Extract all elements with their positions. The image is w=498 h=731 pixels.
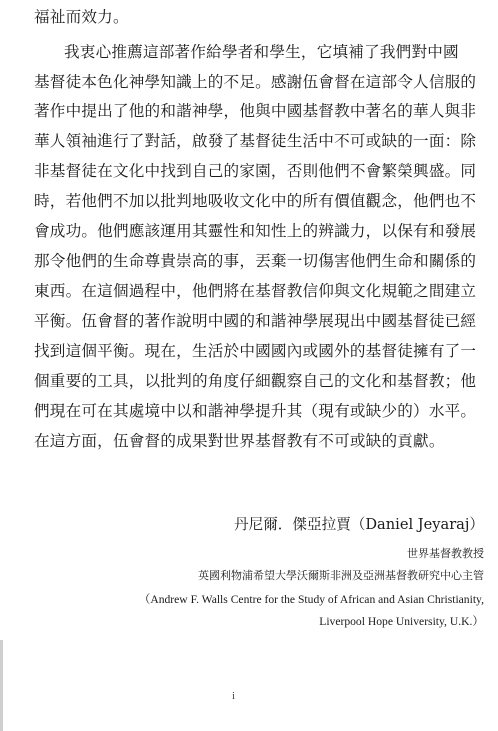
signature-affiliation: （Andrew F. Walls Centre for the Study of African and Asian Christianity, <box>138 593 484 606</box>
signature-affiliation-2: Liverpool Hope University, U.K.） <box>319 615 484 628</box>
body-line: 們現在可在其處境中以和諧神學提升其（現有或缺少的）水平。 <box>34 402 477 420</box>
signature-name: 丹尼爾．傑亞拉賈（Daniel Jeyaraj） <box>234 516 484 533</box>
body-line: 時，若他們不加以批判地吸收文化中的所有價值觀念，他們也不 <box>34 192 477 210</box>
body-line: 平衡。伍會督的著作說明中國的和諧神學展現出中國基督徒已經 <box>34 312 477 330</box>
body-line: 個重要的工具，以批判的角度仔細觀察自己的文化和基督教；他 <box>34 372 477 390</box>
signature-position: 英國利物浦希望大學沃爾斯非洲及亞洲基督教研究中心主管 <box>198 569 484 582</box>
body-line: 著作中提出了他的和諧神學，他與中國基督教中著名的華人與非 <box>34 102 477 120</box>
body-line: 華人領袖進行了對話，啟發了基督徒生活中不可或缺的一面：除 <box>34 132 477 150</box>
body-line: 會成功。他們應該運用其靈性和知性上的辨識力，以保有和發展 <box>34 222 477 240</box>
body-line: 那令他們的生命尊貴崇高的事，丟棄一切傷害他們生命和關係的 <box>34 252 477 270</box>
scan-edge-mark <box>0 640 3 731</box>
body-line: 我衷心推薦這部著作給學者和學生，它填補了我們對中國 <box>64 43 459 61</box>
page-number: i <box>232 690 236 702</box>
body-line: 找到這個平衡。現在，生活於中國國內或國外的基督徒擁有了一 <box>34 342 477 360</box>
body-line: 基督徒本色化神學知識上的不足。感謝伍會督在這部令人信服的 <box>34 73 477 91</box>
body-line: 在這方面，伍會督的成果對世界基督教有不可或缺的貢獻。 <box>34 432 445 450</box>
body-line: 非基督徒在文化中找到自己的家園，否則他們不會繁榮興盛。同 <box>34 162 477 180</box>
signature-title: 世界基督教教授 <box>407 547 484 560</box>
body-line: 東西。在這個過程中，他們將在基督教信仰與文化規範之間建立 <box>34 282 477 300</box>
body-line: 福祉而效力。 <box>34 8 129 26</box>
